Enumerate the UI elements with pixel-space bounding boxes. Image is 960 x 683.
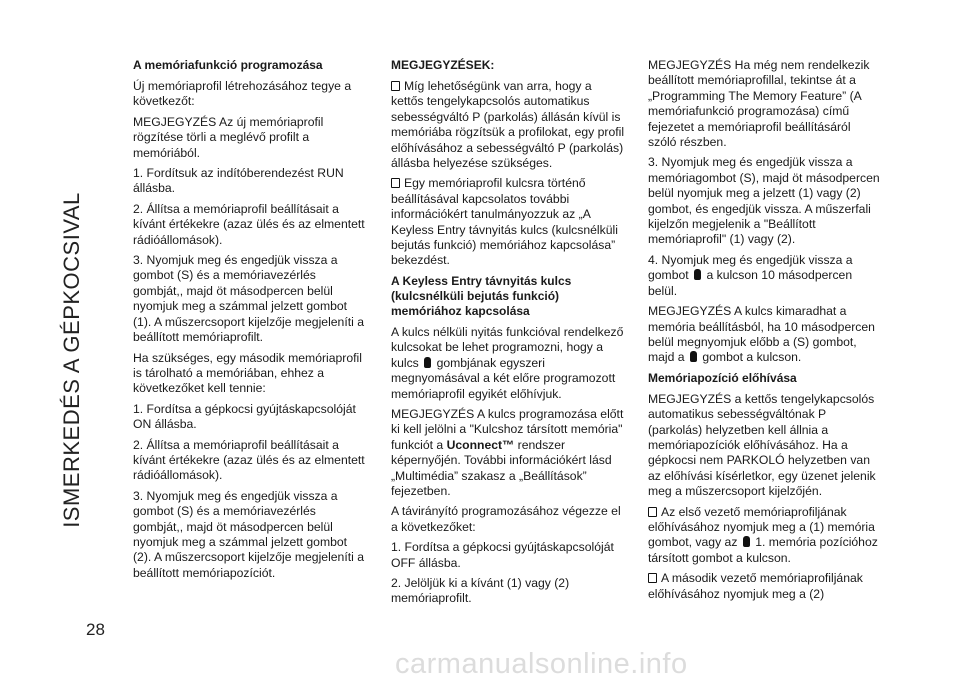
- note-bullet-icon: [391, 81, 400, 91]
- paragraph: A kulcs nélküli nyitás funkcióval rendelkező kulcsokat be lehet programozni, hogy a kulcs gombjának egyszeri megnyomásával a két előre programozott memóriaprofil egyikét előhívjuk.: [391, 324, 624, 401]
- step: 1. Fordítsa a gépkocsi gyújtáskapcsolóját ON állásba.: [133, 401, 356, 432]
- step: 2. Állítsa a memóriaprofil beállításait a kívánt értékekre (azaz ülés és az elmentett rádióállomások).: [133, 201, 365, 247]
- paragraph: Új memóriaprofil létrehozásához tegye a következőt:: [133, 79, 352, 109]
- page-number: 28: [86, 620, 105, 639]
- note: MEGJEGYZÉS Ha még nem rendelkezik beállított memóriaprofillal, tekintse át a „Programming The Memory Feature” (A memóriafunkció programozása) című fejezetet a memóriaprofil beállításáról szóló részben.: [648, 58, 870, 150]
- section-heading: A memóriafunkció programozása: [133, 58, 323, 72]
- step: 3. Nyomjuk meg és engedjük vissza a memóriagombot (S), majd öt másodpercen belül nyomjuk meg a jelzett (1) vagy (2) gombot, és engedjük vissza. A műszerfali kijelzőn megjelenik a "Beállított memóriaprofil" (1) vagy (2).: [648, 155, 880, 247]
- note-bullet-icon: [391, 178, 400, 188]
- step: 1. Fordítsuk az indítóberendezést RUN állásba.: [133, 166, 344, 196]
- note-bullet: A második vezető memóriaprofiljának előhívásához nyomjuk meg a (2): [648, 571, 863, 601]
- step: 3. Nyomjuk meg és engedjük vissza a gombot (S) és a memóriavezérlés gombját,, majd öt másodpercen belül nyomjuk meg a számmal jelzett gombot (2). A műszercsoport kijelzője megjeleníti a beállított memóriapozíciót.: [133, 488, 364, 580]
- note-bullet-icon: [648, 507, 657, 517]
- paragraph: A távirányító programozásához végezze el a következőket:: [391, 504, 621, 534]
- note: MEGJEGYZÉS Az új memóriaprofil rögzítése törli a meglévő profilt a memóriából.: [133, 114, 324, 160]
- note: MEGJEGYZÉS a kettős tengelykapcsolós automatikus sebességváltónak P (parkolás) helyzetben kell állnia a memóriapozíciók előhívásához. Ha a gépkocsi nem PARKOLÓ helyzetben van az előhívási kísérletkor, egy üzenet jelenik meg a műszercsoport kijelzőjén.: [648, 391, 876, 499]
- key-lock-icon: [743, 536, 750, 547]
- step: 2. Jelöljük ki a kívánt (1) vagy (2) memóriaprofilt.: [391, 575, 570, 606]
- note-bullet: Míg lehetőségünk van arra, hogy a kettős tengelykapcsolós automatikus sebességváltó P (parkolás) állásán kívül is memóriába rögzítsük a profilokat, egy profil előhívásához a sebességváltó P (parkolás) állásba helyezése szükséges.: [391, 79, 625, 171]
- column-1: [133, 58, 366, 586]
- notes-heading: MEGJEGYZÉSEK:: [391, 58, 495, 72]
- column-3: [648, 58, 880, 607]
- note: MEGJEGYZÉS A kulcs programozása előtt ki kell jelölni a "Kulcshoz társított memória" funkciót a Uconnect™ rendszer képernyőjén. További információkért lásd „Multimédia” szakasz a „Beállítások” fejezetben.: [391, 406, 624, 498]
- note-bullet: Az első vezető memóriaprofiljának előhívásához nyomjuk meg a (1) memória gombot, vagy az 1. memória pozícióhoz társított gombot a kulcson.: [648, 504, 878, 565]
- step: 2. Állítsa a memóriaprofil beállításait a kívánt értékekre (azaz ülés és az elmentett rádióállomások).: [133, 437, 365, 483]
- step: 1. Fordítsa a gépkocsi gyújtáskapcsolóját OFF állásba.: [391, 540, 614, 570]
- key-lock-icon: [424, 357, 431, 368]
- key-lock-icon: [694, 269, 701, 280]
- step: 3. Nyomjuk meg és engedjük vissza a gombot (S) és a memóriavezérlés gombját,, majd öt másodpercen belül nyomjuk meg a számmal jelzett gombot (1). A műszercsoport kijelzője megjeleníti a beállított memóriaprofilt.: [133, 253, 364, 345]
- step: 4. Nyomjuk meg és engedjük vissza a gombot a kulcson 10 másodpercen belül.: [648, 252, 853, 298]
- key-lock-icon: [690, 351, 697, 362]
- section-heading: Memóriapozíció előhívása: [648, 370, 797, 385]
- note: MEGJEGYZÉS A kulcs kimaradhat a memória beállításból, ha 10 másodpercen belül megnyomjuk előbb a (S) gombot, majd a gombot a kulcson.: [648, 304, 875, 365]
- paragraph: Ha szükséges, egy második memóriaprofil is tárolható a memóriában, ehhez a következőket kell tennie:: [133, 350, 362, 396]
- section-heading: A Keyless Entry távnyitás kulcs (kulcsnélküli bejutás funkció) memóriához kapcsolása: [391, 273, 572, 318]
- column-2: [391, 58, 626, 612]
- note-bullet: Egy memóriaprofil kulcsra történő beállításával kapcsolatos további információkért tanulmányozzuk az „A Keyless Entry távnyitás kulcs (kulcsnélküli bejutás funkció) memóriához kapcsolása” bekezdést.: [391, 176, 618, 268]
- note-bullet-icon: [648, 573, 657, 583]
- watermark: carmanualsonline.info: [395, 648, 688, 680]
